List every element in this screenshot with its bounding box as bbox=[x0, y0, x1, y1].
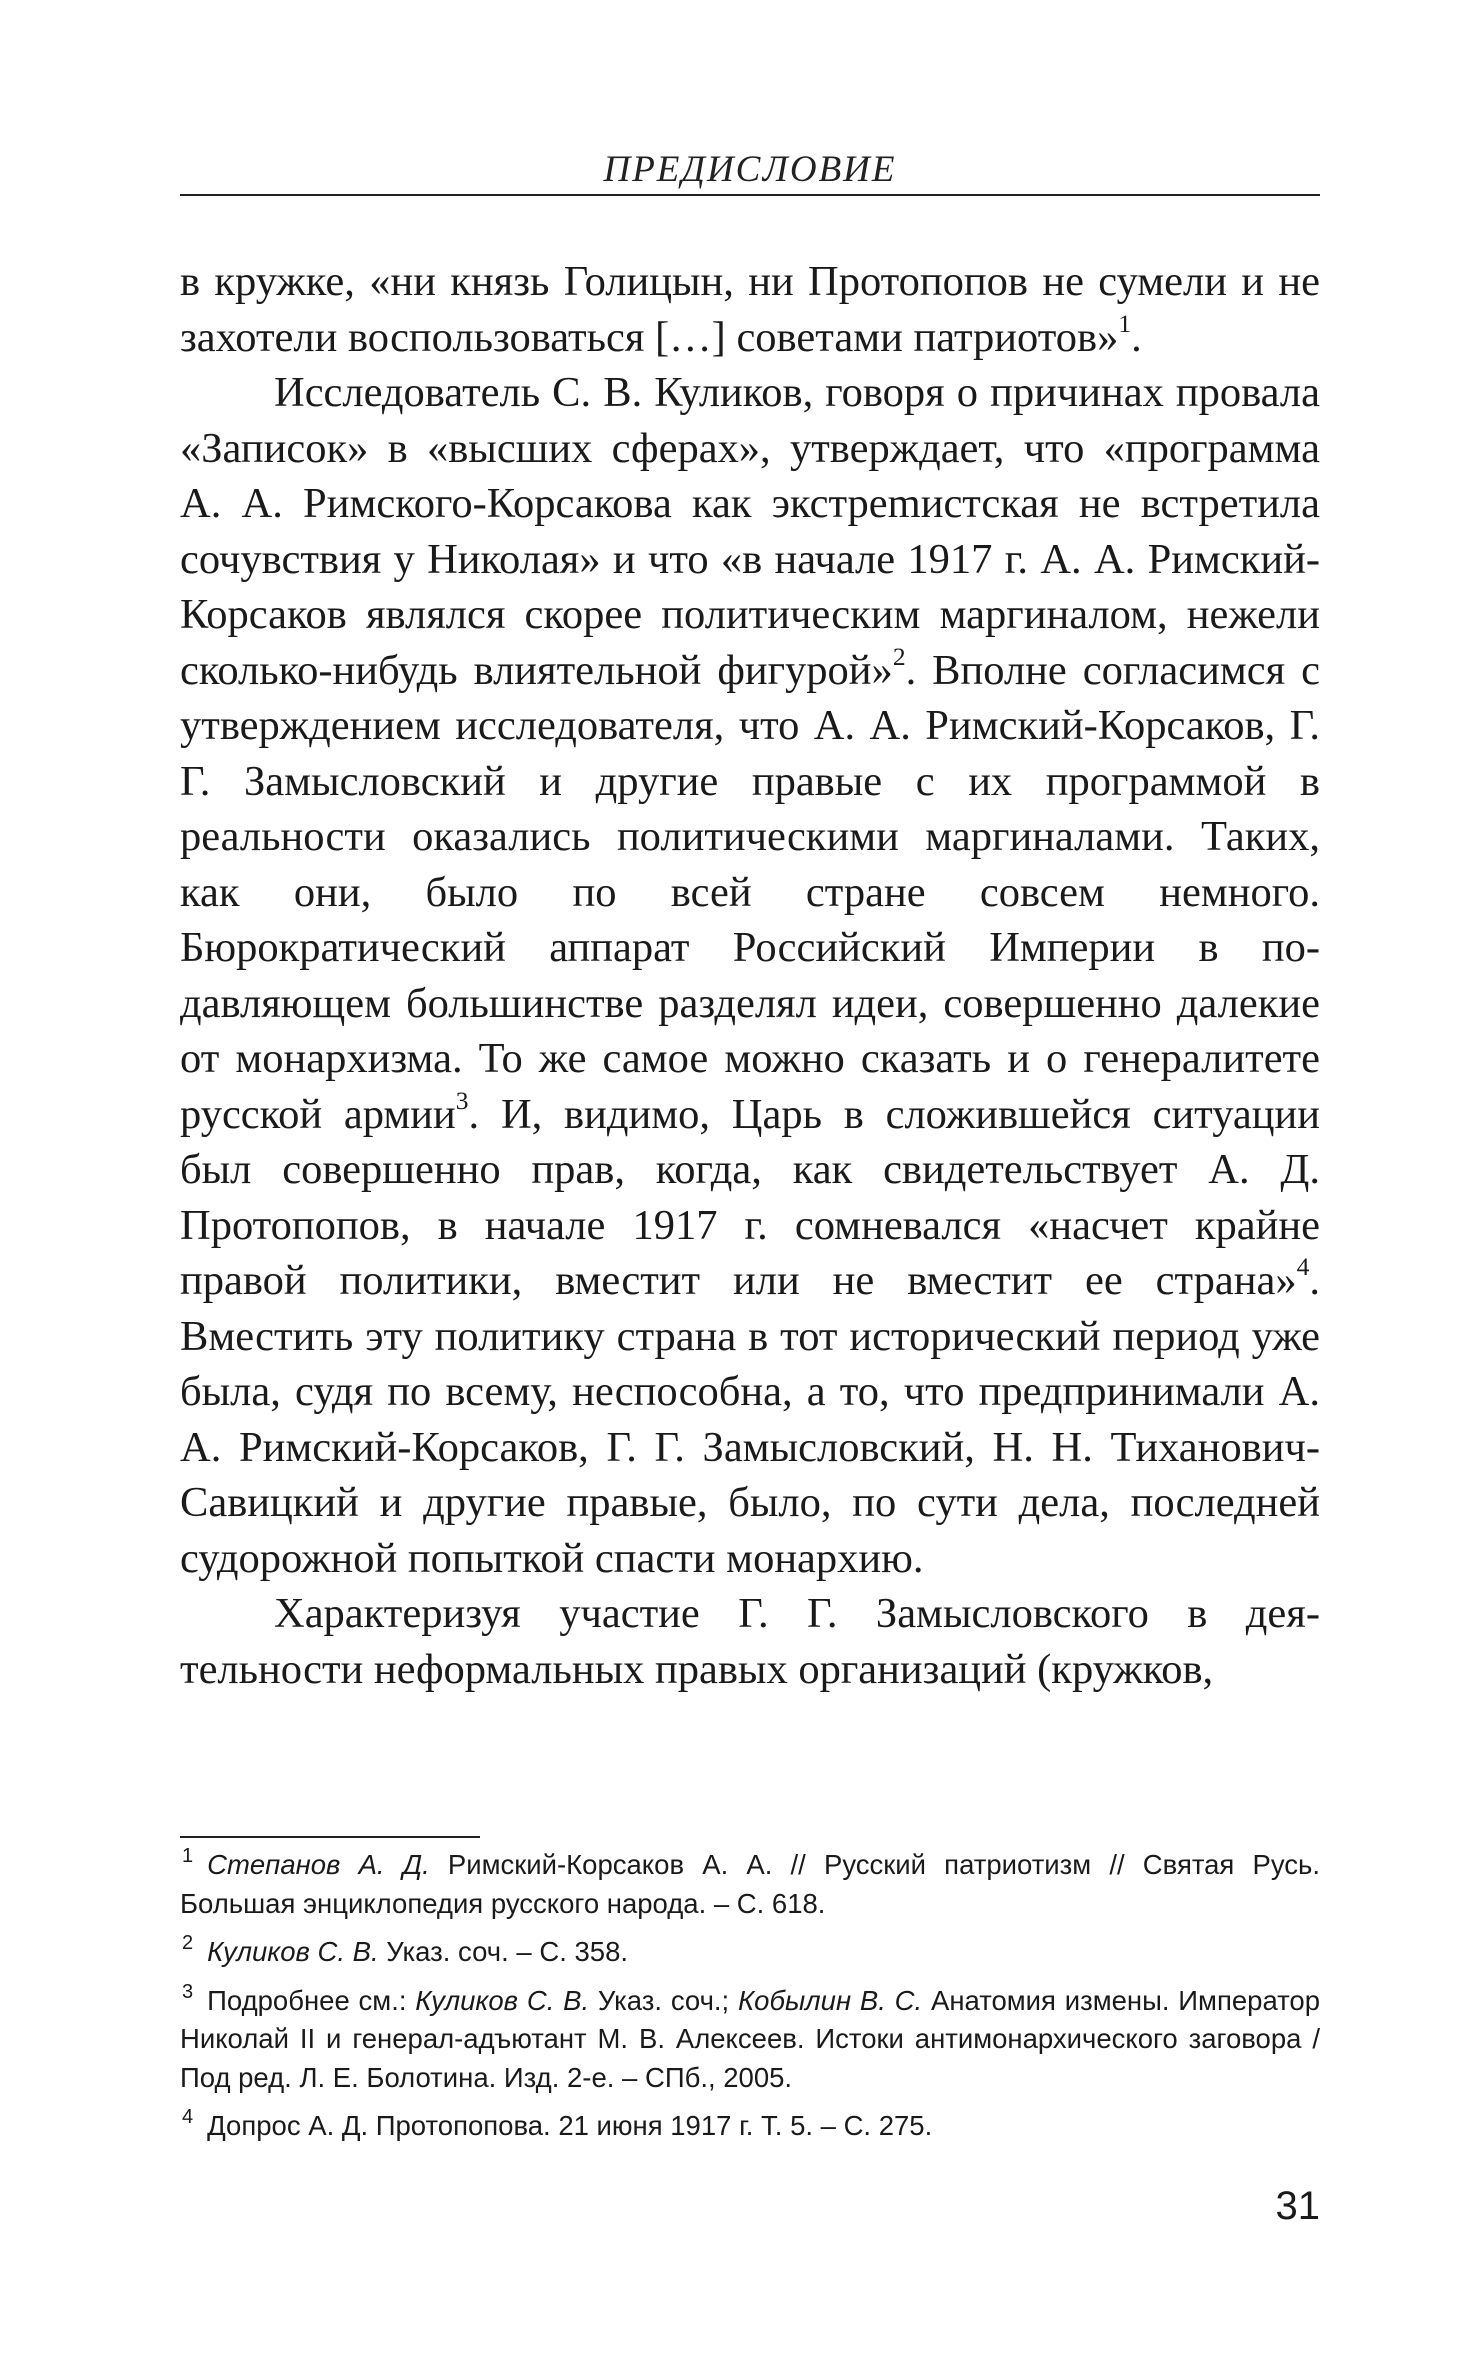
footnote-rule bbox=[180, 1836, 480, 1838]
footnote bbox=[180, 2107, 1320, 2146]
footnote-number: 1 bbox=[182, 1845, 194, 1867]
footnote-number: 2 bbox=[182, 1932, 194, 1954]
footnote-ref: 3 bbox=[455, 1085, 469, 1115]
page-number: 31 bbox=[1275, 2184, 1320, 2228]
text-run: Указ. соч. – С. 358. bbox=[378, 1936, 629, 1967]
text-run: Подробнее см.: bbox=[207, 1984, 416, 2016]
footnote bbox=[180, 1982, 1320, 2098]
footnote-ref: 1 bbox=[1118, 308, 1132, 338]
author-name: Степанов А. Д. bbox=[207, 1849, 430, 1880]
author-name: Кобылин В. С. bbox=[737, 1984, 923, 2016]
main-text bbox=[180, 254, 1320, 1697]
paragraph bbox=[180, 1586, 1320, 1697]
author-name: Куликов С. В. bbox=[415, 1984, 590, 2016]
footnote bbox=[180, 1933, 1320, 1972]
text-run: Исследователь С. В. Куликов, говоря о причинах провала «Записок» в «высших сферах», утверждает, что «программа А. А. Римского-Корсакова как экстреmистская не встретила сочувствия у Николая» и что «в начале 1917 г. А. А. Римский-Корсаков являлся скорее политическим маргиналом, нежели сколько-нибудь влиятельной фигурой» bbox=[180, 369, 1320, 694]
book-page bbox=[180, 0, 1320, 2362]
text-run: . И, видимо, Царь в сложившейся ситуации был совершенно прав, когда, как свидетельствует А. Д. Протопопов, в начале 1917 г. сомневался «насчет крайне правой политики, вместит или не вместит ее страна» bbox=[180, 1090, 1320, 1304]
footnotes bbox=[180, 1846, 1320, 2156]
text-run: Допрос А. Д. Протопопова. 21 июня 1917 г. Т. 5. – С. 275. bbox=[207, 2110, 933, 2141]
text-run: в кружке, «ни князь Голицын, ни Протопопов не сумели и не захотели воспользоваться […] советами патриотов» bbox=[180, 258, 1320, 361]
text-run: Характеризуя участие Г. Г. Замысловского в деятельности неформальных правых организаций (кружков, bbox=[180, 1590, 1320, 1693]
paragraph bbox=[180, 365, 1320, 1586]
footnote bbox=[180, 1846, 1320, 1923]
paragraph bbox=[180, 254, 1320, 365]
footnote-number: 4 bbox=[182, 2106, 194, 2128]
text-run: Римский-Корсаков А. А. // Русский патриотизм // Святая Русь. Большая энциклопедия русского народа. – С. 618. bbox=[180, 1849, 1320, 1919]
text-run: . Вполне согласимся с утверждением исследователя, что А. А. Римский-Корсаков, Г. Г. Замысловский и другие правые с их программой в реальности оказались политическими маргиналами. Таких, как они, было по всей стране совсем немного. Бюрократический аппарат Российский Империи в подавляющем большинстве разделял идеи, совершенно далекие от монархизма. То же самое можно сказать и о генералитете русской армии bbox=[180, 646, 1320, 1138]
footnote-ref: 2 bbox=[892, 641, 906, 671]
text-run: . bbox=[1131, 313, 1142, 361]
header-rule bbox=[180, 194, 1320, 196]
text-run: Анатомия измены. Император Николай II и генерал-адъютант М. В. Алексеев. Истоки антимонархического заговора / Под ред. Л. Е. Болотина. Изд. 2-е. – СПб., 2005. bbox=[180, 1984, 1321, 2093]
text-run: Указ. соч.; bbox=[589, 1984, 738, 2016]
footnote-number: 3 bbox=[182, 1980, 194, 2003]
footnote-ref: 4 bbox=[1296, 1251, 1310, 1281]
author-name: Куликов С. В. bbox=[207, 1936, 379, 1967]
running-title: ПРЕДИСЛОВИЕ bbox=[603, 149, 897, 190]
text-run: . Вместить эту политику страна в тот исторический период уже была, судя по всему, неспособна, а то, что предпринимали А. А. Римский-Корсаков, Г. Г. Замысловский, Н. Н. Тиханович-Савицкий и другие правые, было, по сути дела, последней судорожной попыткой спасти монархию. bbox=[180, 1257, 1320, 1582]
